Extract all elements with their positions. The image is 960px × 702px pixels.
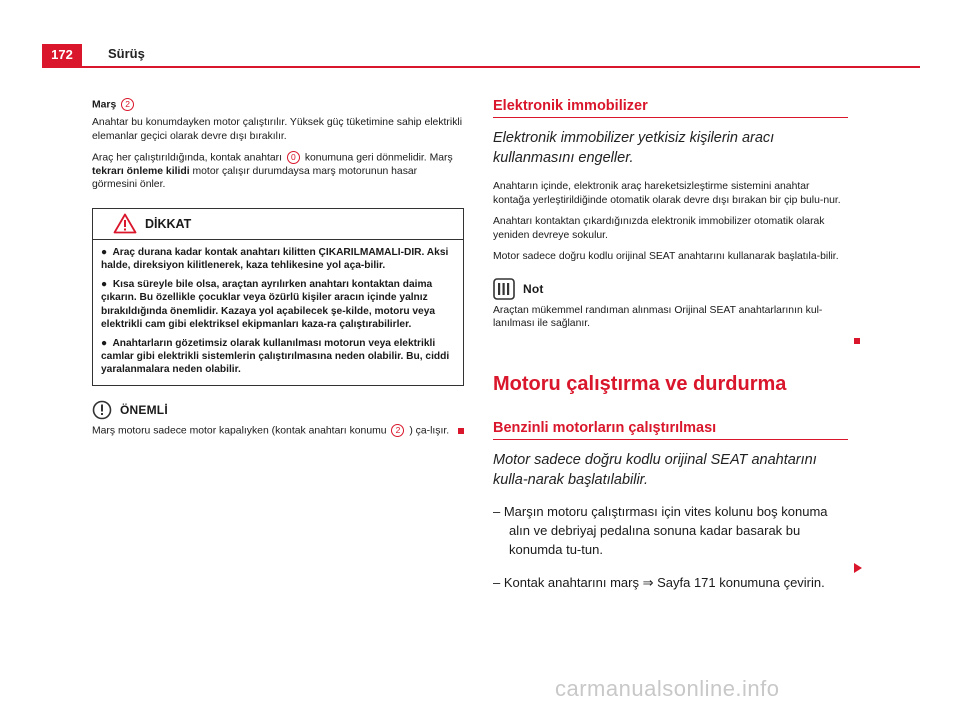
header-rule [42,66,920,68]
warning-title: DİKKAT [145,216,192,231]
notice-heading [92,400,464,420]
warning-box [92,208,464,386]
section-end-marker [458,428,464,434]
starter-label: Marş [92,99,117,111]
position-badge: 2 [121,98,134,111]
immobilizer-paragraph: Anahtarı kontaktan çıkardığınızda elektronik immobilizer otomatik olarak yeniden devreye sokulur. [493,216,825,241]
position-badge: 0 [287,151,300,164]
petrol-start-heading: Benzinli motorların çalıştırılması [493,420,848,440]
section-title: Sürüş [108,46,145,61]
starter-heading [92,98,464,111]
warning-item: ● Anahtarların gözetimsiz olarak kullanılması motorun veya elektrikli camlar gibi elektrikli sistemlerin çalıştırılmasına neden olabilir. Bu, ciddi yaralanmalara neden olabilir. [101,337,450,376]
step-list [493,502,848,592]
warning-item: ● Kısa süreyle bile olsa, araçtan ayrılırken anahtarı kontaktan daima çıkarın. Bu özellikle çocuklar veya özürlü kişiler aracın içinde yalnız bırakıldığında önemlidir. Kazaya yol açabilecek şe-kilde, motoru veya elektrikli cam gibi elektriksel ekipmanları kaza-ra çalıştırabilirler. [101,279,436,330]
return-paragraph: Araç her çalıştırıldığında, kontak anahtarı 0 konumuna geri dönmelidir. Marş tekrarı önleme kilidi motor çalışır durumdaysa marş motorunun hasar görmesini önler. [92,152,453,191]
left-column [92,98,464,445]
warning-body [93,240,463,385]
warning-triangle-icon [113,213,137,234]
immobilizer-paragraph: Anahtarın içinde, elektronik araç hareketsizleştirme sistemini anahtar kontağa yerleştirildiğinde otomatik olarak devre dışı bırakan bir çip bulu-nur. [493,181,841,206]
immobilizer-heading: Elektronik immobilizer [493,98,848,118]
notice-title: ÖNEMLİ [120,402,168,417]
immobilizer-lead: Elektronik immobilizer yetkisiz kişilerin aracı kullanmasını engeller. [493,130,775,166]
note-title: Not [523,281,544,296]
watermark: carmanualsonline.info [555,676,780,701]
info-icon [493,278,515,300]
note-text: Araçtan mükemmel randıman alınması Orijinal SEAT anahtarlarının kul-lanılması ile sağlanır. [493,304,823,329]
list-item: – Marşın motoru çalıştırması için vites kolunu boş konuma alın ve debriyaj pedalına sonuna kadar basarak bu konumda tu-tun. [493,503,828,557]
petrol-start-lead: Motor sadece doğru kodlu orijinal SEAT anahtarını kulla-narak başlatılabilir. [493,451,817,488]
note-heading [493,278,848,300]
restart-lock-term: tekrarı önleme kilidi [92,165,190,177]
immobilizer-paragraph: Motor sadece doğru kodlu orijinal SEAT anahtarını kullanarak başlatıla-bilir. [493,251,839,262]
position-badge: 2 [391,424,404,437]
notice-text: Marş motoru sadece motor kapalıyken (kontak anahtarı konumu 2 ) ça-lışır. [92,424,464,438]
right-column [493,98,848,606]
exclamation-circle-icon [92,400,112,420]
chapter-title: Motoru çalıştırma ve durdurma [493,372,787,395]
starter-text: Anahtar bu konumdayken motor çalıştırılır. Yüksek güç tüketimine sahip elektrikli elemanlar geçici olarak devre dışı bırakılır. [92,117,463,142]
page-number: 172 [42,44,82,66]
continue-arrow-icon [854,563,862,573]
warning-item: ● Araç durana kadar kontak anahtarı kilitten ÇIKARILMAMALI-DIR. Aksi halde, direksiyon kilitlenerek, kaza tehlikesine yol aça-bilir. [101,246,449,271]
list-item: – Kontak anahtarını marş ⇒ Sayfa 171 konumuna çevirin. [493,574,825,590]
section-end-marker [854,338,860,344]
warning-header [93,209,463,240]
